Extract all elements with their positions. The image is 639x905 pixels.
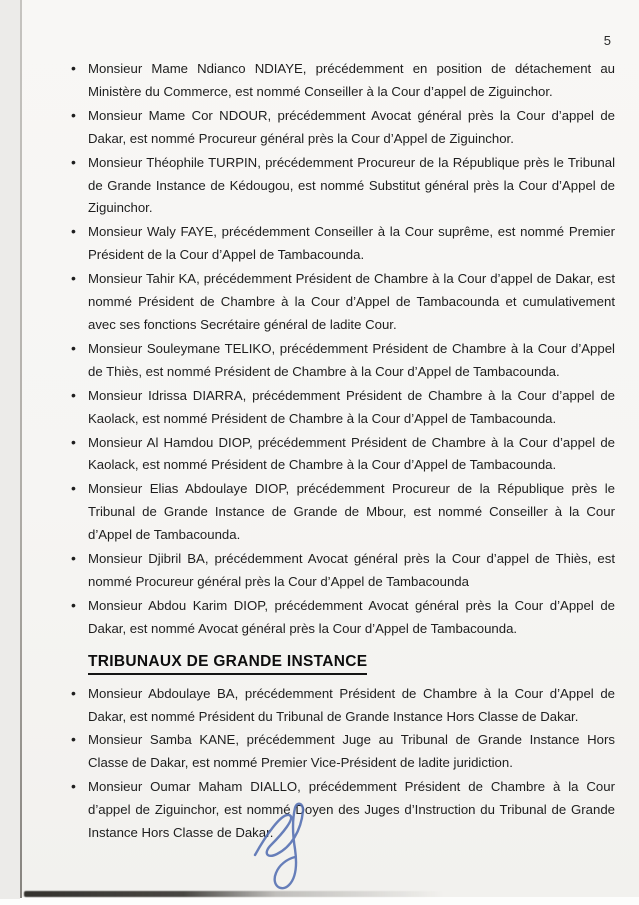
page-bottom-edge-shadow — [24, 891, 444, 897]
appointment-text: Monsieur Oumar Maham DIALLO, précédemment Président de Chambre à la Cour d’appel de Ziguinchor, est nommé Doyen des Juges d’Instruction du Tribunal de Grande Instance Hors Classe de Dakar. — [88, 779, 615, 841]
appointment-text: Monsieur Mame Ndianco NDIAYE, précédemment en position de détachement au Ministère du Commerce, est nommé Conseiller à la Cour d’appel de Ziguinchor. — [88, 61, 615, 99]
appointment-text: Monsieur Mame Cor NDOUR, précédemment Avocat général près la Cour d’appel de Dakar, est nommé Procureur général près la Cour d’Appel de Ziguinchor. — [88, 107, 615, 146]
appointment-text: Monsieur Al Hamdou DIOP, précédemment Président de Chambre à la Cour d’appel de Kaolack, est nommé Président de Chambre à la Cour d’Appel de Tambacounda. — [88, 434, 615, 473]
appointment-text: Monsieur Souleymane TELIKO, précédemment Président de Chambre à la Cour d’Appel de Thiès, est nommé Président de Chambre à la Cour d’Appel de Tambacounda. — [88, 340, 615, 379]
handwritten-signature-paraph — [243, 797, 343, 897]
appointment-text: Monsieur Tahir KA, précédemment Président de Chambre à la Cour d’appel de Dakar, est nommé Président de Chambre à la Cour d’Appel de Tambacounda et cumulativement avec ses fonctions Secrétaire général de ladite Cour. — [88, 271, 615, 332]
appointment-item — [88, 105, 615, 151]
scan-left-margin — [0, 0, 20, 899]
appointment-text: Monsieur Elias Abdoulaye DIOP, précédemment Procureur de la République près le Tribunal de Grande Instance de Grande de Mbour, est nommé Conseiller à la Cour d’Appel de Tambacounda. — [88, 481, 615, 543]
section-heading-tribunaux-grande-instance — [88, 651, 615, 675]
appointment-item — [88, 58, 615, 104]
section-heading-text: TRIBUNAUX DE GRANDE INSTANCE — [88, 651, 367, 675]
appointment-item — [88, 776, 615, 845]
appointment-text: Monsieur Waly FAYE, précédemment Conseiller à la Cour suprême, est nommé Premier Président de la Cour d’Appel de Tambacounda. — [88, 224, 615, 263]
appointment-item — [88, 683, 615, 729]
appointment-text: Monsieur Théophile TURPIN, précédemment Procureur de la République près le Tribunal de Grande Instance de Kédougou, est nommé Substitut général près la Cour d’Appel de Ziguinchor. — [88, 154, 615, 216]
document-page — [22, 0, 639, 897]
appointment-item — [88, 432, 615, 478]
page-number: 5 — [603, 33, 611, 48]
cour-appel-appointments-list — [88, 58, 615, 641]
appointment-text: Monsieur Abdou Karim DIOP, précédemment Avocat général près la Cour d’Appel de Dakar, est nommé Avocat général près la Cour d’Appel de Tambacounda. — [88, 597, 615, 636]
appointment-item — [88, 385, 615, 431]
appointment-item — [88, 548, 615, 594]
appointment-item — [88, 729, 615, 775]
appointment-item — [88, 595, 615, 641]
appointment-item — [88, 338, 615, 384]
appointment-text: Monsieur Samba KANE, précédemment Juge au Tribunal de Grande Instance Hors Classe de Dakar, est nommé Premier Vice-Président de ladite juridiction. — [88, 732, 615, 771]
appointment-text: Monsieur Idrissa DIARRA, précédemment Président de Chambre à la Cour d’appel de Kaolack, est nommé Président de Chambre à la Cour d’Appel de Tambacounda. — [88, 387, 615, 426]
appointment-text: Monsieur Djibril BA, précédemment Avocat général près la Cour d’appel de Thiès, est nommé Procureur général près la Cour d’Appel de Tambacounda — [88, 551, 615, 589]
tribunaux-grande-instance-appointments-list — [88, 683, 615, 845]
appointment-item — [88, 221, 615, 267]
appointment-item — [88, 478, 615, 547]
appointment-item — [88, 268, 615, 337]
appointment-item — [88, 152, 615, 221]
appointment-text: Monsieur Abdoulaye BA, précédemment Président de Chambre à la Cour d’Appel de Dakar, est nommé Président du Tribunal de Grande Instance Hors Classe de Dakar. — [88, 685, 615, 724]
